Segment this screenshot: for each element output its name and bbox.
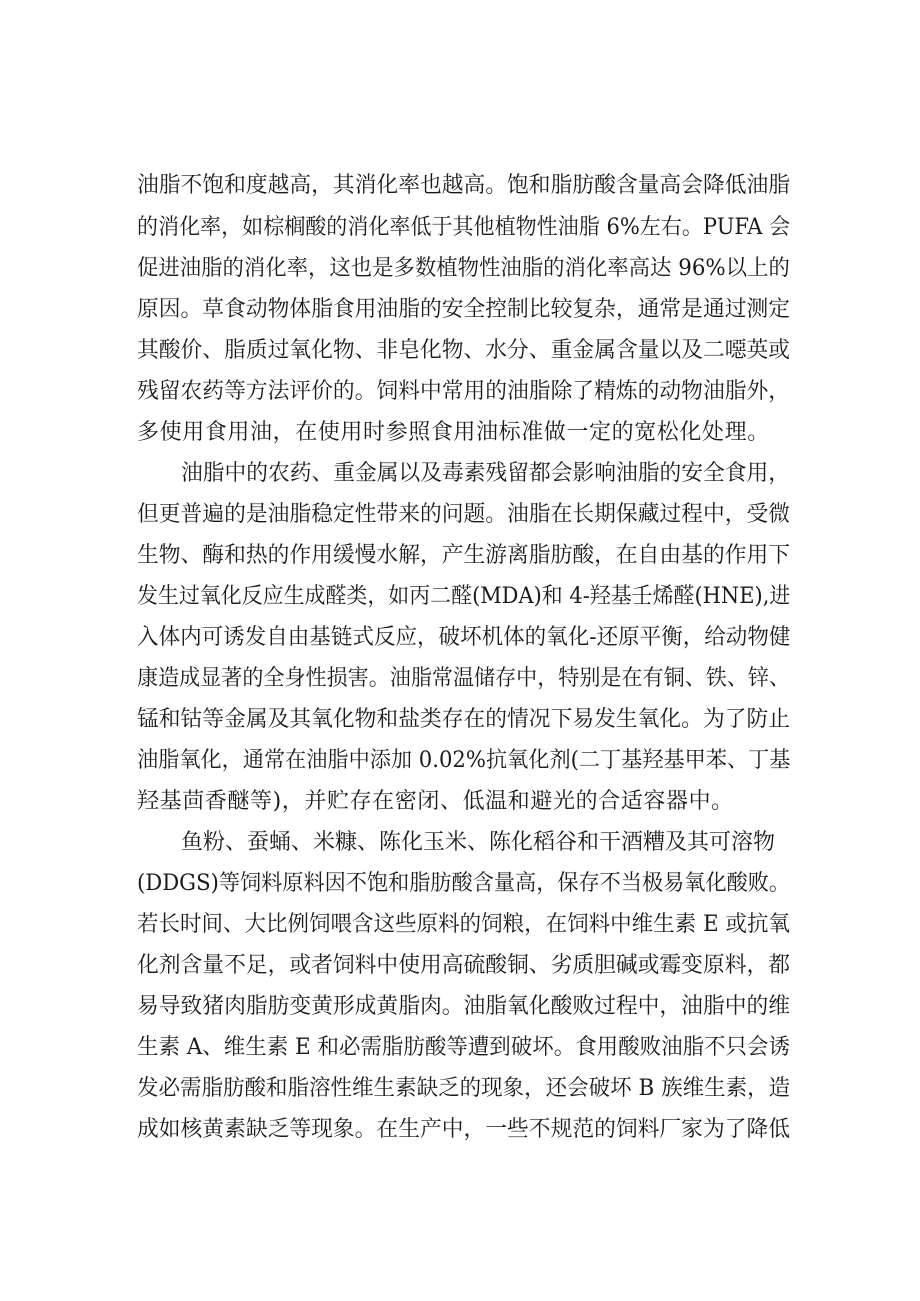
text-line: 油脂氧化，通常在油脂中添加 0.02%抗氧化剂(二丁基羟基甲苯、丁基 [137, 748, 791, 773]
text-line: 化剂含量不足，或者饲料中使用高硫酸铜、劣质胆碱或霉变原料，都 [137, 953, 791, 978]
text-line: 残留农药等方法评价的。饲料中常用的油脂除了精炼的动物油脂外， [137, 379, 791, 404]
text-line: 促进油脂的消化率，这也是多数植物性油脂的消化率高达 96%以上的 [137, 256, 790, 281]
text-line: 入体内可诱发自由基链式反应，破坏机体的氧化-还原平衡，给动物健 [137, 625, 791, 650]
text-line: 发必需脂肪酸和脂溶性维生素缺乏的现象，还会破坏 B 族维生素，造 [137, 1076, 791, 1101]
text-line: 油脂中的农药、重金属以及毒素残留都会影响油脂的安全食用， [181, 461, 790, 486]
text-line: 鱼粉、蚕蛹、米糠、陈化玉米、陈化稻谷和干酒糟及其可溶物 [181, 830, 776, 855]
text-line: 羟基茴香醚等)，并贮存在密闭、低温和避光的合适容器中。 [137, 789, 734, 814]
text-line: (DDGS)等饲料原料因不饱和脂肪酸含量高，保存不当极易氧化酸败。 [137, 871, 791, 896]
text-line: 锰和钴等金属及其氧化物和盐类存在的情况下易发生氧化。为了防止 [137, 707, 791, 732]
text-line: 其酸价、脂质过氧化物、非皂化物、水分、重金属含量以及二噁英或 [137, 338, 791, 363]
text-line: 生素 A、维生素 E 和必需脂肪酸等遭到破坏。食用酸败油脂不只会诱 [137, 1035, 790, 1060]
text-line: 的消化率，如棕榈酸的消化率低于其他植物性油脂 6%左右。PUFA 会 [137, 215, 791, 240]
text-line: 易导致猪肉脂肪变黄形成黄脂肉。油脂氧化酸败过程中，油脂中的维 [137, 994, 791, 1019]
text-line: 成如核黄素缺乏等现象。在生产中，一些不规范的饲料厂家为了降低 [137, 1117, 791, 1142]
text-line: 多使用食用油，在使用时参照食用油标准做一定的宽松化处理。 [137, 420, 770, 445]
text-line: 原因。草食动物体脂食用油脂的安全控制比较复杂，通常是通过测定 [137, 297, 791, 322]
text-line: 康造成显著的全身性损害。油脂常温储存中，特别是在有铜、铁、锌、 [137, 666, 791, 691]
text-line: 油脂不饱和度越高，其消化率也越高。饱和脂肪酸含量高会降低油脂 [137, 173, 791, 198]
text-line: 但更普遍的是油脂稳定性带来的问题。油脂在长期保藏过程中，受微 [137, 502, 791, 527]
text-line: 若长时间、大比例饲喂含这些原料的饲粮，在饲料中维生素 E 或抗氧 [137, 912, 791, 937]
text-line: 发生过氧化反应生成醛类，如丙二醛(MDA)和 4-羟基壬烯醛(HNE),进 [137, 584, 791, 609]
text-line: 生物、酶和热的作用缓慢水解，产生游离脂肪酸，在自由基的作用下 [137, 543, 791, 568]
